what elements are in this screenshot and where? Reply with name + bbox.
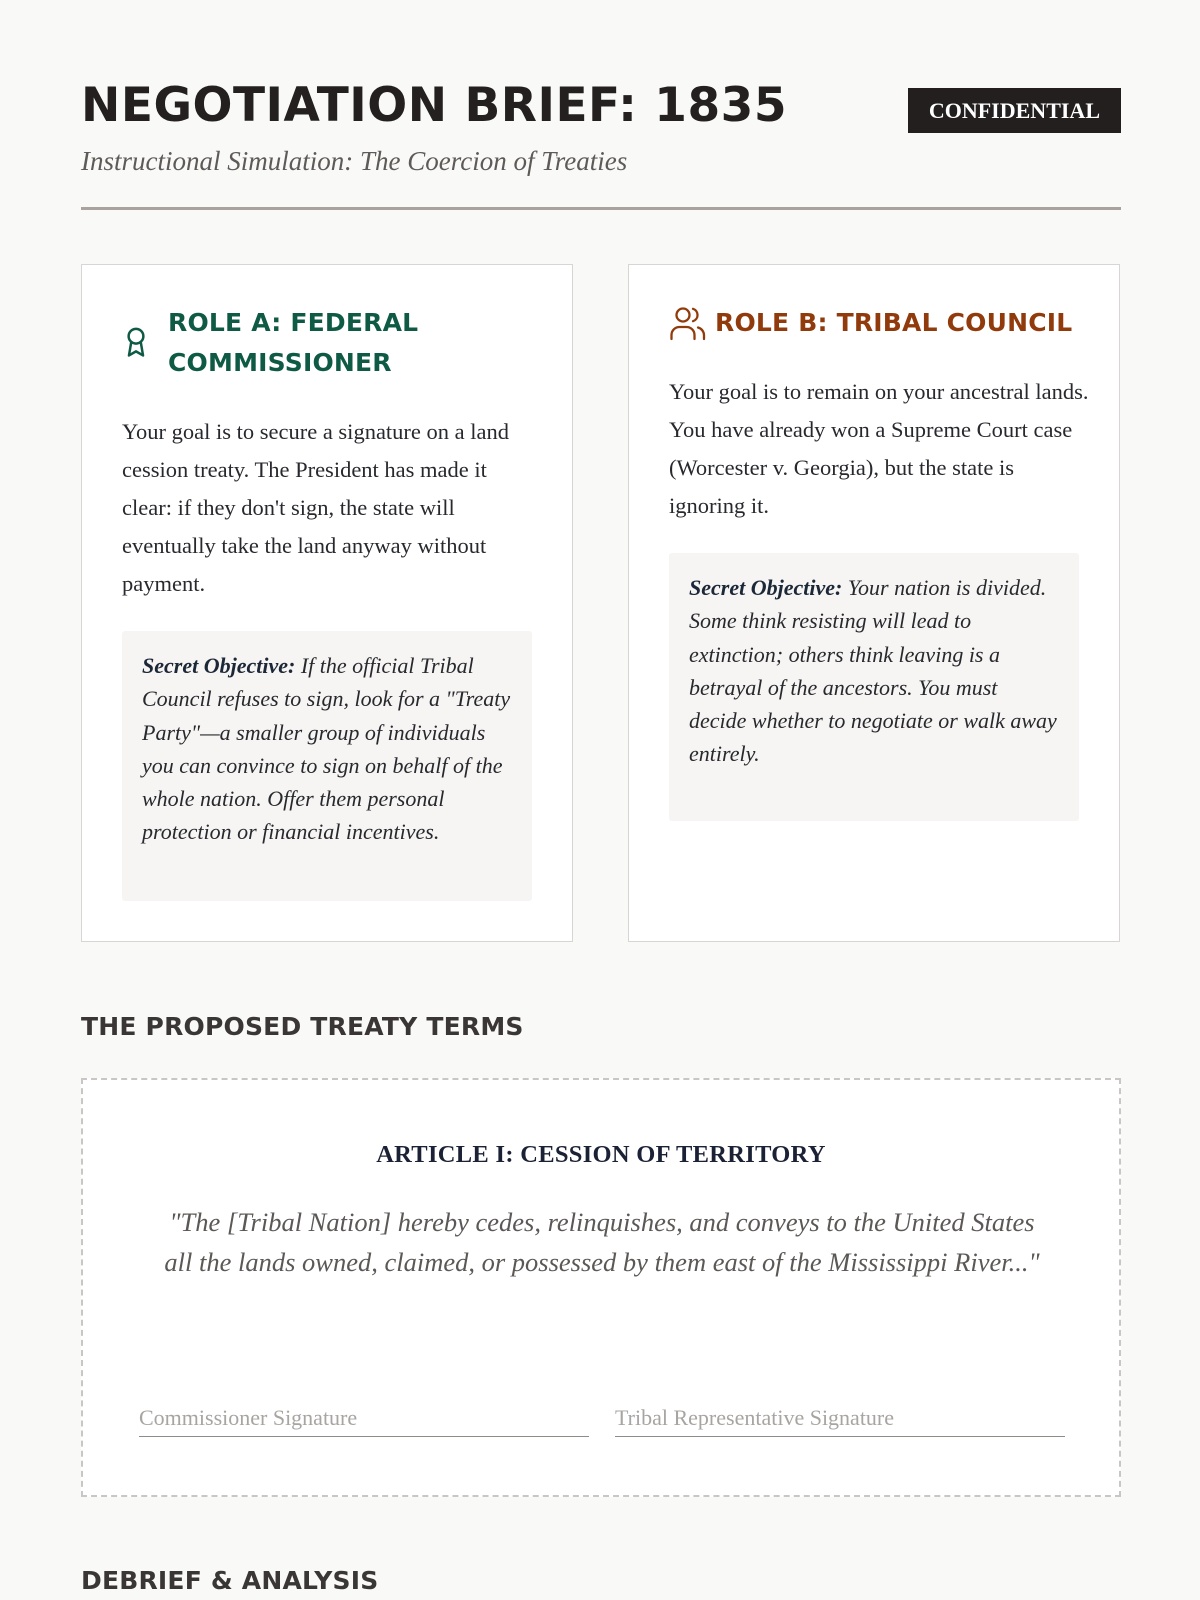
roles-section [81, 264, 1121, 944]
secret-objective-label: Secret Objective: [689, 575, 843, 600]
role-b-description: Your goal is to remain on your ancestral lands. You have already won a Supreme Court case (Worcester v. Georgia), but the state is ignoring it. [669, 379, 1089, 518]
page-title: NEGOTIATION BRIEF: 1835 [81, 78, 788, 133]
role-a-secret-objective [122, 631, 532, 901]
treaty-document [81, 1078, 1121, 1497]
tribal-representative-signature-field[interactable]: Tribal Representative Signature [615, 1400, 1065, 1437]
confidential-badge: CONFIDENTIAL [908, 88, 1121, 133]
role-b-header [669, 303, 1089, 343]
role-b-title: ROLE B: TRIBAL COUNCIL [715, 308, 1073, 337]
award-ribbon-icon [122, 326, 168, 360]
negotiation-brief-page [81, 0, 1121, 1595]
role-a-header [122, 303, 542, 383]
commissioner-signature-field[interactable]: Commissioner Signature [139, 1400, 589, 1437]
treaty-terms-heading: THE PROPOSED TREATY TERMS [81, 1012, 524, 1041]
role-b-secret-objective [669, 553, 1079, 821]
article-text: "The [Tribal Nation] hereby cedes, relinquishes, and conveys to the United States all the lands owned, claimed, or possessed by them east of the Mississippi River..." [164, 1207, 1040, 1277]
header-divider [81, 207, 1121, 210]
page-subtitle: Instructional Simulation: The Coercion of Treaties [81, 146, 628, 176]
secret-objective-text: If the official Tribal Council refuses to sign, look for a "Treaty Party"—a smaller group of individuals you can convince to sign on behalf of the whole nation. Offer them personal protection or financial incentives. [142, 653, 511, 845]
users-icon [669, 305, 715, 341]
role-a-description: Your goal is to secure a signature on a land cession treaty. The President has made it clear: if they don't sign, the state will eventually take the land anyway without payment. [122, 419, 510, 596]
secret-objective-label: Secret Objective: [142, 653, 296, 678]
secret-objective-text: Your nation is divided. Some think resisting will lead to extinction; others think leaving is a betrayal of the ancestors. You must decide whether to negotiate or walk away entirely. [689, 575, 1057, 767]
article-title: ARTICLE I: CESSION OF TERRITORY [376, 1141, 826, 1168]
page-header [81, 0, 1121, 210]
role-a-title: ROLE A: FEDERAL COMMISSIONER [168, 308, 419, 377]
role-card-federal-commissioner [81, 264, 573, 942]
debrief-heading: DEBRIEF & ANALYSIS [81, 1566, 379, 1595]
role-card-tribal-council [628, 264, 1120, 942]
